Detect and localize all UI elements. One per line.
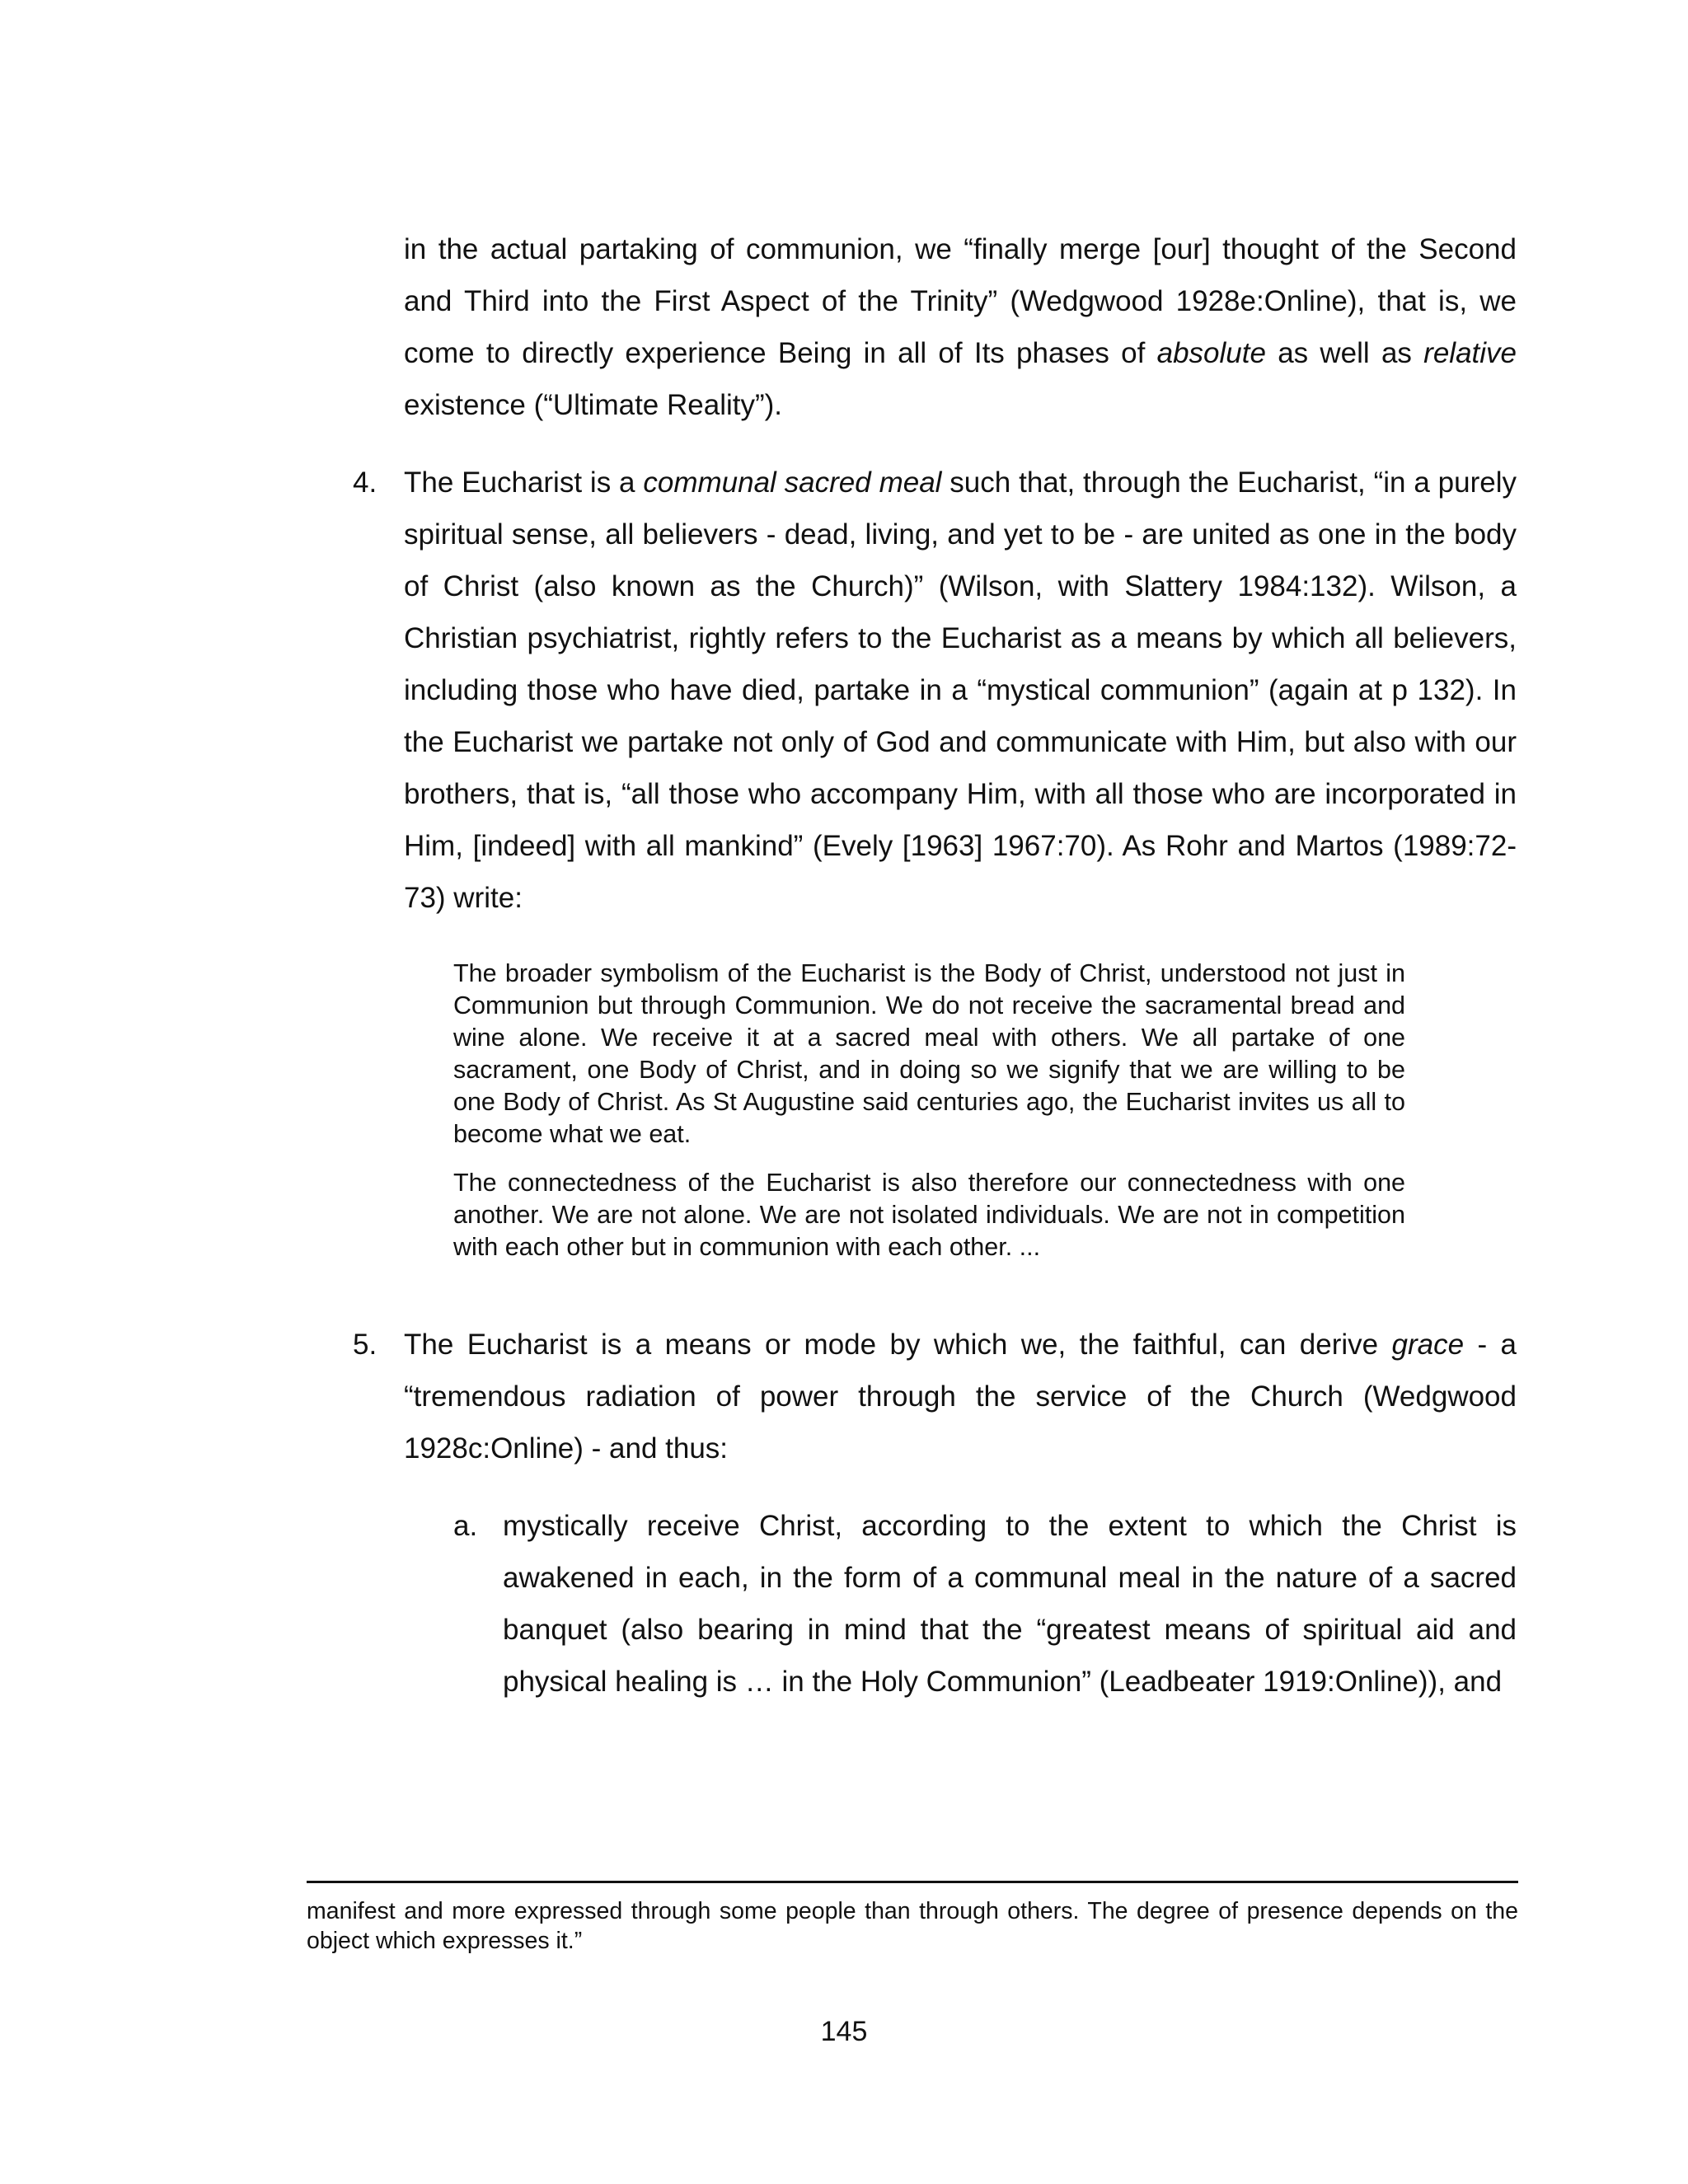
emphasis-grace: grace [1391, 1329, 1465, 1361]
emphasis-absolute: absolute [1156, 337, 1266, 369]
block-quote-paragraph-2: The connectedness of the Eucharist is also therefore our connectedness with one another. We are not alone. We are not isolated individuals. We are not in competition with each other but in communion with each other. ... [453, 1169, 1405, 1261]
item4-text-1: The Eucharist is a [404, 466, 644, 499]
continuation-paragraph [404, 223, 1517, 431]
item5-text-1: The Eucharist is a means or mode by which we, the faithful, can derive [404, 1329, 1392, 1361]
continuation-text-2: as well as [1265, 337, 1424, 369]
list-item-number: 4. [353, 466, 377, 499]
block-quote-paragraph-1: The broader symbolism of the Eucharist is the Body of Christ, understood not just in Communion but through Communion. We do not receive the sacramental bread and wine alone. We receive it at a sacred meal with others. We all partake of one sacrament, one Body of Christ, and in doing so we signify that we are willing to be one Body of Christ. As St Augustine said centuries ago, the Eucharist invites us all to become what we eat. [453, 959, 1405, 1148]
emphasis-relative: relative [1423, 337, 1517, 369]
continuation-text-3: existence (“Ultimate Reality”). [404, 389, 782, 421]
item5a-text: mystically receive Christ, according to the extent to which the Christ is awakened in each, in the form of a communal meal in the nature of a sacred banquet (also bearing in mind that the “greatest means of spiritual aid and physical healing is … in the Holy Communion” (Leadbeater 1919:Online)), and [503, 1510, 1517, 1698]
footnote-text: manifest and more expressed through some people than through others. The degree of presence depends on the object which expresses it.” [307, 1898, 1518, 1954]
continuation-text-1: in the actual partaking of communion, we “finally merge [our] thought of the Second and Third into the First Aspect of the Trinity” (Wedgwood 1928e:Online), that is, we come to directly experience Being in all of Its phases of [404, 233, 1517, 369]
list-item-number: 5. [353, 1329, 377, 1361]
page-number: 145 [820, 2016, 868, 2047]
list-item-5 [353, 1319, 1517, 1474]
item4-text-2: such that, through the Eucharist, “in a purely spiritual sense, all believers - dead, living, and yet to be - are united as one in the body of Christ (also known as the Church)” (Wilson, with Slattery 1984:132). Wilson, a Christian psychiatrist, rightly refers to the Eucharist as a means by which all believers, including those who have died, partake in a “mystical communion” (again at p 132). In the Eucharist we partake not only of God and communicate with Him, but also with our brothers, that is, “all those who accompany Him, with all those who are incorporated in Him, [indeed] with all mankind” (Evely [1963] 1967:70). As Rohr and Martos (1989:72-73) write: [404, 466, 1517, 914]
list-item-letter: a. [453, 1510, 478, 1542]
item5-text-2: - a “tremendous radiation of power through the service of the Church (Wedgwood 1928c:Online) - and thus: [404, 1329, 1517, 1465]
footnote-divider [307, 1881, 1518, 1883]
list-item-5a [453, 1500, 1517, 1708]
emphasis-communal-sacred-meal: communal sacred meal [643, 466, 942, 499]
list-item-4 [353, 457, 1517, 924]
